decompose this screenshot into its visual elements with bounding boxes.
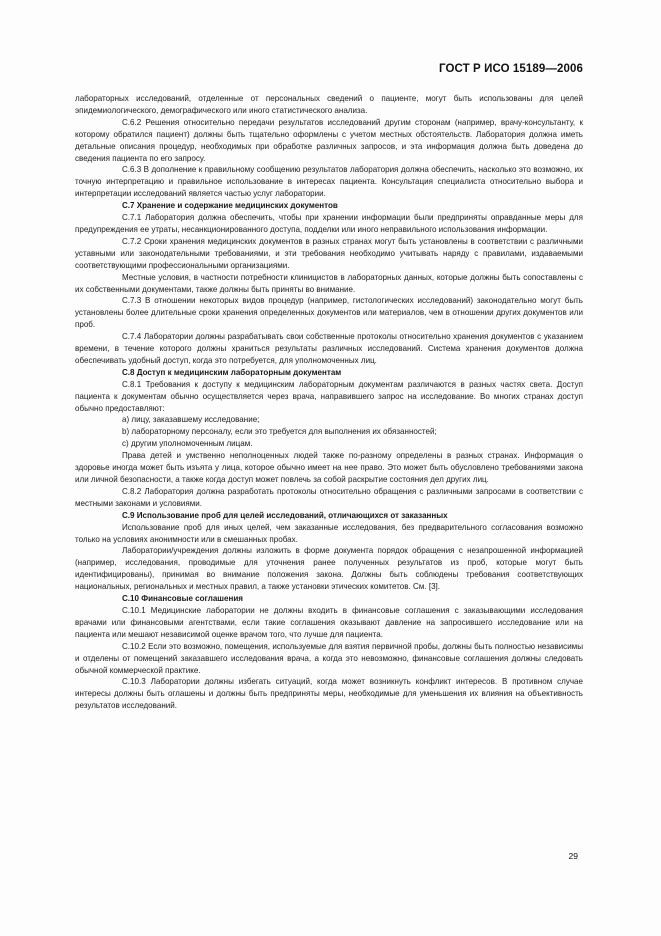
paragraph: С.7.1 Лаборатория должна обеспечить, чтобы при хранении информации были предприняты оправданные меры для предупреждения ее утраты, несанкционированного доступа, подделки или иного неправильного использования информации. xyxy=(75,213,583,234)
paragraph: С.10.2 Если это возможно, помещения, используемые для взятия первичной пробы, должны быть полностью независимы и отделены от помещений заказавшего исследования врача, а когда это невозможно, финансовые соглашения должны следовать обычной коммерческой практике. xyxy=(75,641,583,675)
paragraph-continuation: лабораторных исследований, отделенные от персональных сведений о пациенте, могут быть использованы для целей эпидемиологического, демографического или иного статистического анализа. xyxy=(75,94,583,115)
paragraph: Местные условия, в частности потребности клиницистов в лабораторных данных, которые должны быть сопоставлены с их собственными документами, также должны быть приняты во внимание. xyxy=(75,272,583,294)
document-body xyxy=(75,93,583,712)
list-item-marker: a) xyxy=(122,415,130,425)
section-heading: С.10 Финансовые соглашения xyxy=(122,594,243,604)
paragraph: С.7.2 Сроки хранения медицинских документов в разных странах могут быть установлены в соответствии с различными уставными или законодательными требованиями, и эти требования необходимо учитывать наряду с правилами, издаваемыми соответствующими профессиональными организациями. xyxy=(75,236,583,270)
paragraph: Использование проб для иных целей, чем заказанные исследования, без предварительного согласования возможно только на условиях анонимности или в смешанных пробах. xyxy=(75,522,583,544)
list-item xyxy=(75,438,583,450)
document-header-title: ГОСТ Р ИСО 15189—2006 xyxy=(438,63,583,75)
section-heading: С.9 Использование проб для целей исследований, отличающихся от заказанных xyxy=(122,510,448,520)
section-heading: С.7 Хранение и содержание медицинских документов xyxy=(122,201,338,211)
list-item-text: лицу, заказавшему исследование; xyxy=(131,415,260,425)
list-item-text: лабораторному персоналу, если это требуется для выполнения их обязанностей; xyxy=(131,427,437,437)
paragraph: С.6.2 Решения относительно передачи результатов исследований другим сторонам (например, врачу-консультанту, к которому обратился пациент) должны быть тщательно оформлены с учетом местных обстоятельств. Лаборатория должна иметь детальные описания процедур, необходимых при обработке различных запросов, и эта информация должна быть доведена до сведения пациента по его запросу. xyxy=(75,117,583,163)
paragraph: С.8.1 Требования к доступу к медицинским лабораторным документам различаются в разных частях света. Доступ пациента к документам обычно осуществляется через врача, направившего запрос на исследование. Во многих странах доступ обычно предоставляют: xyxy=(75,379,583,413)
page-number: 29 xyxy=(568,851,578,861)
list-item-text: другим уполномоченным лицам. xyxy=(130,439,253,449)
list-item-marker: c) xyxy=(122,439,129,449)
list-item xyxy=(75,414,583,426)
list-item xyxy=(75,426,583,438)
list-item-marker: b) xyxy=(122,427,130,437)
paragraph: С.10.1 Медицинские лаборатории не должны входить в финансовые соглашения с заказывающими исследования врачами или финансовыми агентствами, если такие соглашения оказывают давление на запросившего исследование или на пациента или мешают независимой оценке врачом того, что лучше для пациента. xyxy=(75,605,583,639)
paragraph: С.10.3 Лаборатории должны избегать ситуаций, когда может возникнуть конфликт интересов. В противном случае интересы должны быть оглашены и должны быть предприняты меры, необходимые для уменьшения их влияния на объективность результатов исследований. xyxy=(75,677,583,711)
paragraph: С.6.3 В дополнение к правильному сообщению результатов лаборатория должна обеспечить, насколько это возможно, их точную интерпретацию и правильное использование в интересах пациента. Консультация специалиста относительно выбора и интерпретации исследований является частью услуг лаборатории. xyxy=(75,165,583,199)
paragraph: С.8.2 Лаборатория должна разработать протоколы относительно обращения с различными запросами в соответствии с местными законами и условиями. xyxy=(75,486,583,508)
paragraph: Права детей и умственно неполноценных людей также по-разному определены в разных странах. Информация о здоровье иногда может быть изъята у лица, которое обычно имеет на нее право. Это может быть обусловлено требованиями закона или личной безопасности, а также когда доступ может повлечь за собой раскрытие состояния дел других лиц. xyxy=(75,451,583,484)
paragraph: Лаборатории/учреждения должны изложить в форме документа порядок обращения с незапрошенной информацией (например, исследования, проводимые для уточнения ранее полученных результатов из проб, которые могут быть идентифицированы), принимая во внимание положения закона. Должны быть соблюдены требования соответствующих национальных, региональных и местных правил, а также установки этических комитетов. См. [3]. xyxy=(75,546,583,592)
paragraph: С.7.4 Лаборатории должны разрабатывать свои собственные протоколы относительно хранения документов с указанием времени, в течение которого должны храниться результаты различных исследований. Система хранения документов должна обеспечивать удобный доступ, когда это потребуется, для уполномоченных лиц. xyxy=(75,332,583,365)
paragraph: С.7.3 В отношении некоторых видов процедур (например, гистологических исследований) законодательно могут быть установлены более длительные сроки хранения определенных документов или материалов, чем в отношении других документов или проб. xyxy=(75,296,583,330)
section-heading: С.8 Доступ к медицинским лабораторным документам xyxy=(122,367,342,377)
